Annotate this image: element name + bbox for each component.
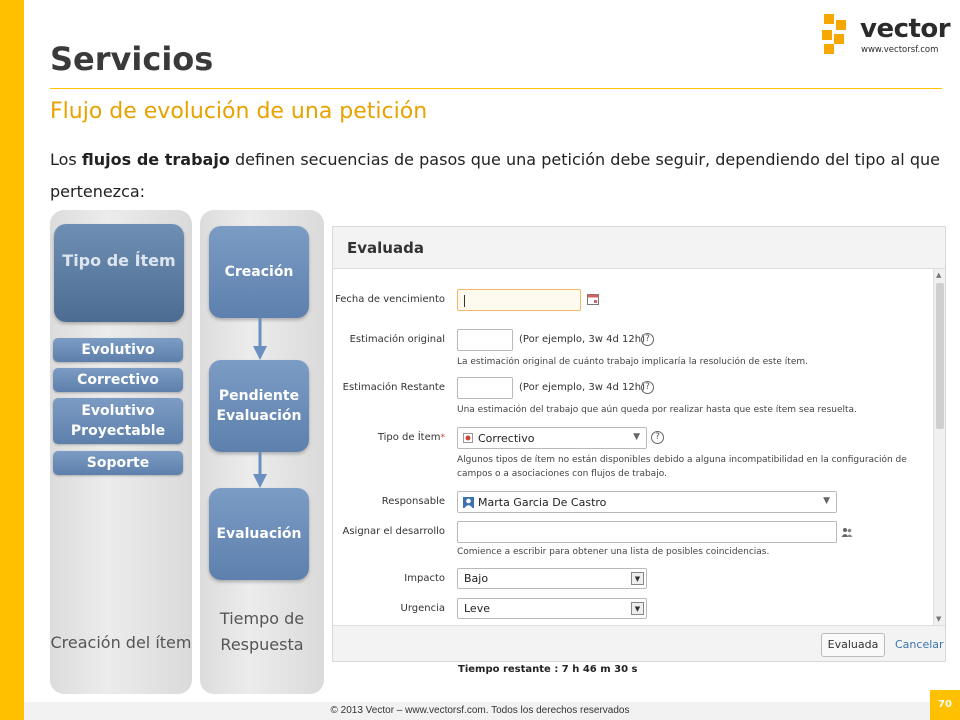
original-estimate-hint: (Por ejemplo, 3w 4d 12h) — [519, 334, 645, 345]
original-estimate-label: Estimación original — [349, 334, 445, 345]
form-footer — [333, 625, 945, 661]
help-icon[interactable]: ? — [641, 333, 654, 346]
impact-select[interactable]: Bajo ▼ — [457, 568, 647, 589]
assign-development-input[interactable] — [457, 521, 837, 543]
people-icon[interactable] — [841, 527, 853, 537]
item-type-select[interactable]: Correctivo ▼ — [457, 427, 647, 449]
remaining-time: Tiempo restante : 7 h 46 m 30 s — [458, 664, 638, 675]
calendar-icon[interactable] — [587, 293, 599, 305]
step-creacion: Creación — [209, 226, 309, 318]
left-column-caption: Creación del ítem — [50, 633, 192, 652]
dropdown-arrow-icon[interactable]: ▼ — [633, 432, 640, 442]
due-date-input[interactable] — [457, 289, 581, 311]
intro-bold: flujos de trabajo — [81, 150, 230, 169]
form-title: Evaluada — [347, 239, 424, 257]
remaining-estimate-help: Una estimación del trabajo que aún queda por realizar hasta que este ítem sea resuelta. — [457, 405, 857, 415]
dropdown-arrow-icon[interactable]: ▼ — [823, 496, 830, 506]
user-icon — [463, 497, 474, 508]
cancel-link[interactable]: Cancelar — [895, 638, 944, 651]
logo-word: vector — [860, 14, 951, 44]
correctivo-type-icon — [463, 433, 473, 443]
item-type-box: Tipo de Ítem — [54, 224, 184, 322]
impact-label: Impacto — [404, 573, 445, 584]
scroll-down-icon[interactable]: ▼ — [936, 615, 942, 623]
logo-url: www.vectorsf.com — [861, 45, 939, 55]
slide-subtitle: Flujo de evolución de una petición — [50, 99, 428, 124]
evaluation-form-panel — [332, 226, 946, 662]
form-scrollbar[interactable] — [933, 269, 945, 625]
evaluada-button[interactable]: Evaluada — [821, 633, 885, 657]
copyright-footer: © 2013 Vector – www.vectorsf.com. Todos los derechos reservados — [330, 705, 630, 716]
remaining-estimate-label: Estimación Restante — [342, 382, 445, 393]
assignee-select[interactable]: Marta Garcia De Castro ▼ — [457, 491, 837, 513]
intro-paragraph: Los flujos de trabajo definen secuencias de pasos que una petición debe seguir, dependiendo del tipo al que pertenezca: — [50, 150, 941, 201]
urgency-select[interactable]: Leve ▼ — [457, 598, 647, 619]
scroll-up-icon[interactable]: ▲ — [936, 271, 942, 279]
help-icon[interactable]: ? — [641, 381, 654, 394]
form-header — [333, 227, 945, 269]
assign-development-help: Comience a escribir para obtener una lista de posibles coincidencias. — [457, 547, 770, 557]
step-pendiente-evaluacion: Pendiente Evaluación — [209, 360, 309, 452]
assignee-label: Responsable — [381, 496, 445, 507]
title-rule — [50, 88, 942, 89]
item-type-label: Tipo de Ítem* — [377, 432, 445, 443]
slide-title: Servicios — [50, 40, 214, 78]
item-type-soporte: Soporte — [53, 451, 183, 475]
assign-development-label: Asignar el desarrollo — [342, 526, 445, 537]
item-type-evolutivo: Evolutivo — [53, 338, 183, 362]
remaining-estimate-input[interactable] — [457, 377, 513, 399]
original-estimate-input[interactable] — [457, 329, 513, 351]
page-number: 70 — [930, 690, 960, 720]
dropdown-arrow-icon[interactable]: ▼ — [631, 572, 644, 585]
due-date-label: Fecha de vencimiento — [335, 294, 445, 305]
accent-bar — [0, 0, 24, 720]
down-arrow-icon — [253, 318, 267, 360]
item-type-help: Algunos tipos de ítem no están disponibles debido a alguna incompatibilidad en la configuración de campos o a asociaciones con flujos de trabajo. — [457, 455, 907, 479]
item-type-column — [50, 210, 192, 694]
step-evaluacion: Evaluación — [209, 488, 309, 580]
scroll-thumb[interactable] — [936, 283, 944, 429]
remaining-estimate-hint: (Por ejemplo, 3w 4d 12h) — [519, 382, 645, 393]
help-icon[interactable]: ? — [651, 431, 664, 444]
item-type-evolutivo-proyectable: Evolutivo Proyectable — [53, 398, 183, 444]
original-estimate-help: La estimación original de cuánto trabajo implicaría la resolución de este ítem. — [457, 357, 808, 367]
item-type-correctivo: Correctivo — [53, 368, 183, 392]
workflow-column — [200, 210, 324, 694]
dropdown-arrow-icon[interactable]: ▼ — [631, 602, 644, 615]
down-arrow-icon — [253, 452, 267, 488]
middle-column-caption: Tiempo de Respuesta — [219, 609, 305, 654]
urgency-label: Urgencia — [400, 603, 445, 614]
vector-logo — [820, 12, 951, 56]
